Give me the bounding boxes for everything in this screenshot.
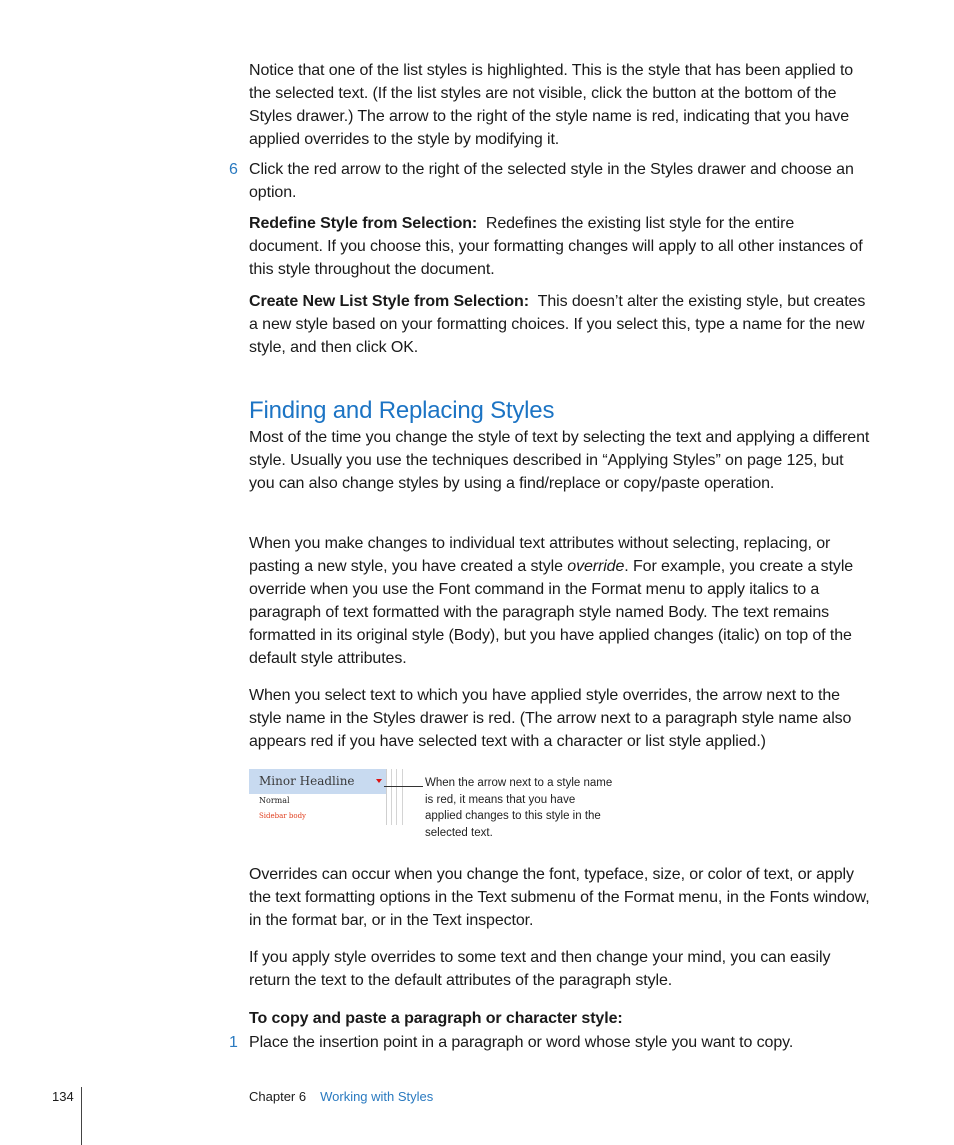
red-arrow-icon (376, 779, 382, 783)
option-create-new-style (249, 290, 871, 359)
style-row-normal: Normal (259, 796, 290, 805)
step-6-text: Click the red arrow to the right of the selected style in the Styles drawer and choose an option. (249, 161, 854, 201)
override-term: override (567, 558, 625, 575)
option-redefine-style (249, 212, 871, 281)
step-number-6: 6 (229, 161, 238, 178)
option-create-term: Create New List Style from Selection: (249, 293, 529, 310)
style-row-sidebar: Sidebar body (259, 812, 307, 820)
paragraph-1 (249, 426, 871, 495)
task-heading: To copy and paste a paragraph or character style: (249, 1010, 623, 1027)
style-row-selected (249, 769, 386, 794)
step-number-1: 1 (229, 1034, 238, 1051)
step-1 (249, 1031, 871, 1054)
paragraph-4-text: Overrides can occur when you change the font, typeface, size, or color of text, or apply the text formatting options in the Text submenu of the Format menu, in the Fonts window, in the format bar, or in the Text inspector. (249, 866, 870, 929)
intro-paragraph (249, 59, 871, 151)
paragraph-4 (249, 863, 871, 932)
footer-rule (81, 1087, 82, 1145)
option-create-text: This doesn’t alter the existing style, but creates a new style based on your formatting choices. If you select this, type a name for the new style, and then click OK. (249, 293, 866, 356)
styles-drawer-figure (249, 769, 649, 849)
style-row-selected-label: Minor Headline (259, 774, 355, 788)
paragraph-5-text: If you apply style overrides to some text and then change your mind, you can easily return the text to the default attributes of the paragraph style. (249, 949, 831, 989)
drawer-divider (396, 769, 397, 825)
step-1-text: Place the insertion point in a paragraph or word whose style you want to copy. (249, 1034, 794, 1051)
section-heading: Finding and Replacing Styles (249, 397, 555, 424)
footer-chapter (249, 1089, 433, 1104)
task-heading-container (249, 1007, 871, 1030)
callout-line (384, 786, 423, 787)
paragraph-1-text: Most of the time you change the style of text by selecting the text and applying a different style. Usually you use the techniques described in “Applying Styles” on page 125, but you can also change styles by using a find/replace or copy/paste operation. (249, 429, 870, 492)
paragraph-5 (249, 946, 871, 992)
styles-drawer-panel (249, 769, 387, 825)
page-number: 134 (52, 1089, 74, 1104)
option-redefine-term: Redefine Style from Selection: (249, 215, 478, 232)
paragraph-2 (249, 532, 871, 670)
drawer-divider (391, 769, 392, 825)
paragraph-2-text-start: When you make changes to individual text attributes without selecting, replacing, or pasting a new style, you have created a style (249, 535, 831, 575)
drawer-divider (402, 769, 403, 825)
option-redefine-text: Redefines the existing list style for the entire document. If you choose this, your formatting changes will apply to all other instances of this style throughout the document. (249, 215, 863, 278)
paragraph-2-text-end: . For example, you create a style override when you use the Font command in the Format menu to apply italics to a paragraph of text formatted with the paragraph style named Body. The text remains formatted in its original style (Body), but you have applied changes (italic) on top of the default style attributes. (249, 558, 854, 667)
intro-paragraph-text: Notice that one of the list styles is highlighted. This is the style that has been applied to the selected text. (If the list styles are not visible, click the button at the bottom of the Styles drawer.) The arrow to the right of the style name is red, indicating that you have applied overrides to the style by modifying it. (249, 62, 854, 148)
paragraph-3 (249, 684, 871, 753)
footer-chapter-title: Working with Styles (320, 1089, 434, 1104)
figure-caption: When the arrow next to a style name is red, it means that you have applied changes to this style in the selected text. (425, 777, 613, 839)
step-6 (249, 158, 871, 204)
paragraph-3-text: When you select text to which you have applied style overrides, the arrow next to the style name in the Styles drawer is red. (The arrow next to a paragraph style name also appears red if you have selected text with a character or list style applied.) (249, 687, 852, 750)
footer-chapter-label: Chapter 6 (249, 1089, 307, 1104)
section-heading-container (249, 397, 871, 425)
